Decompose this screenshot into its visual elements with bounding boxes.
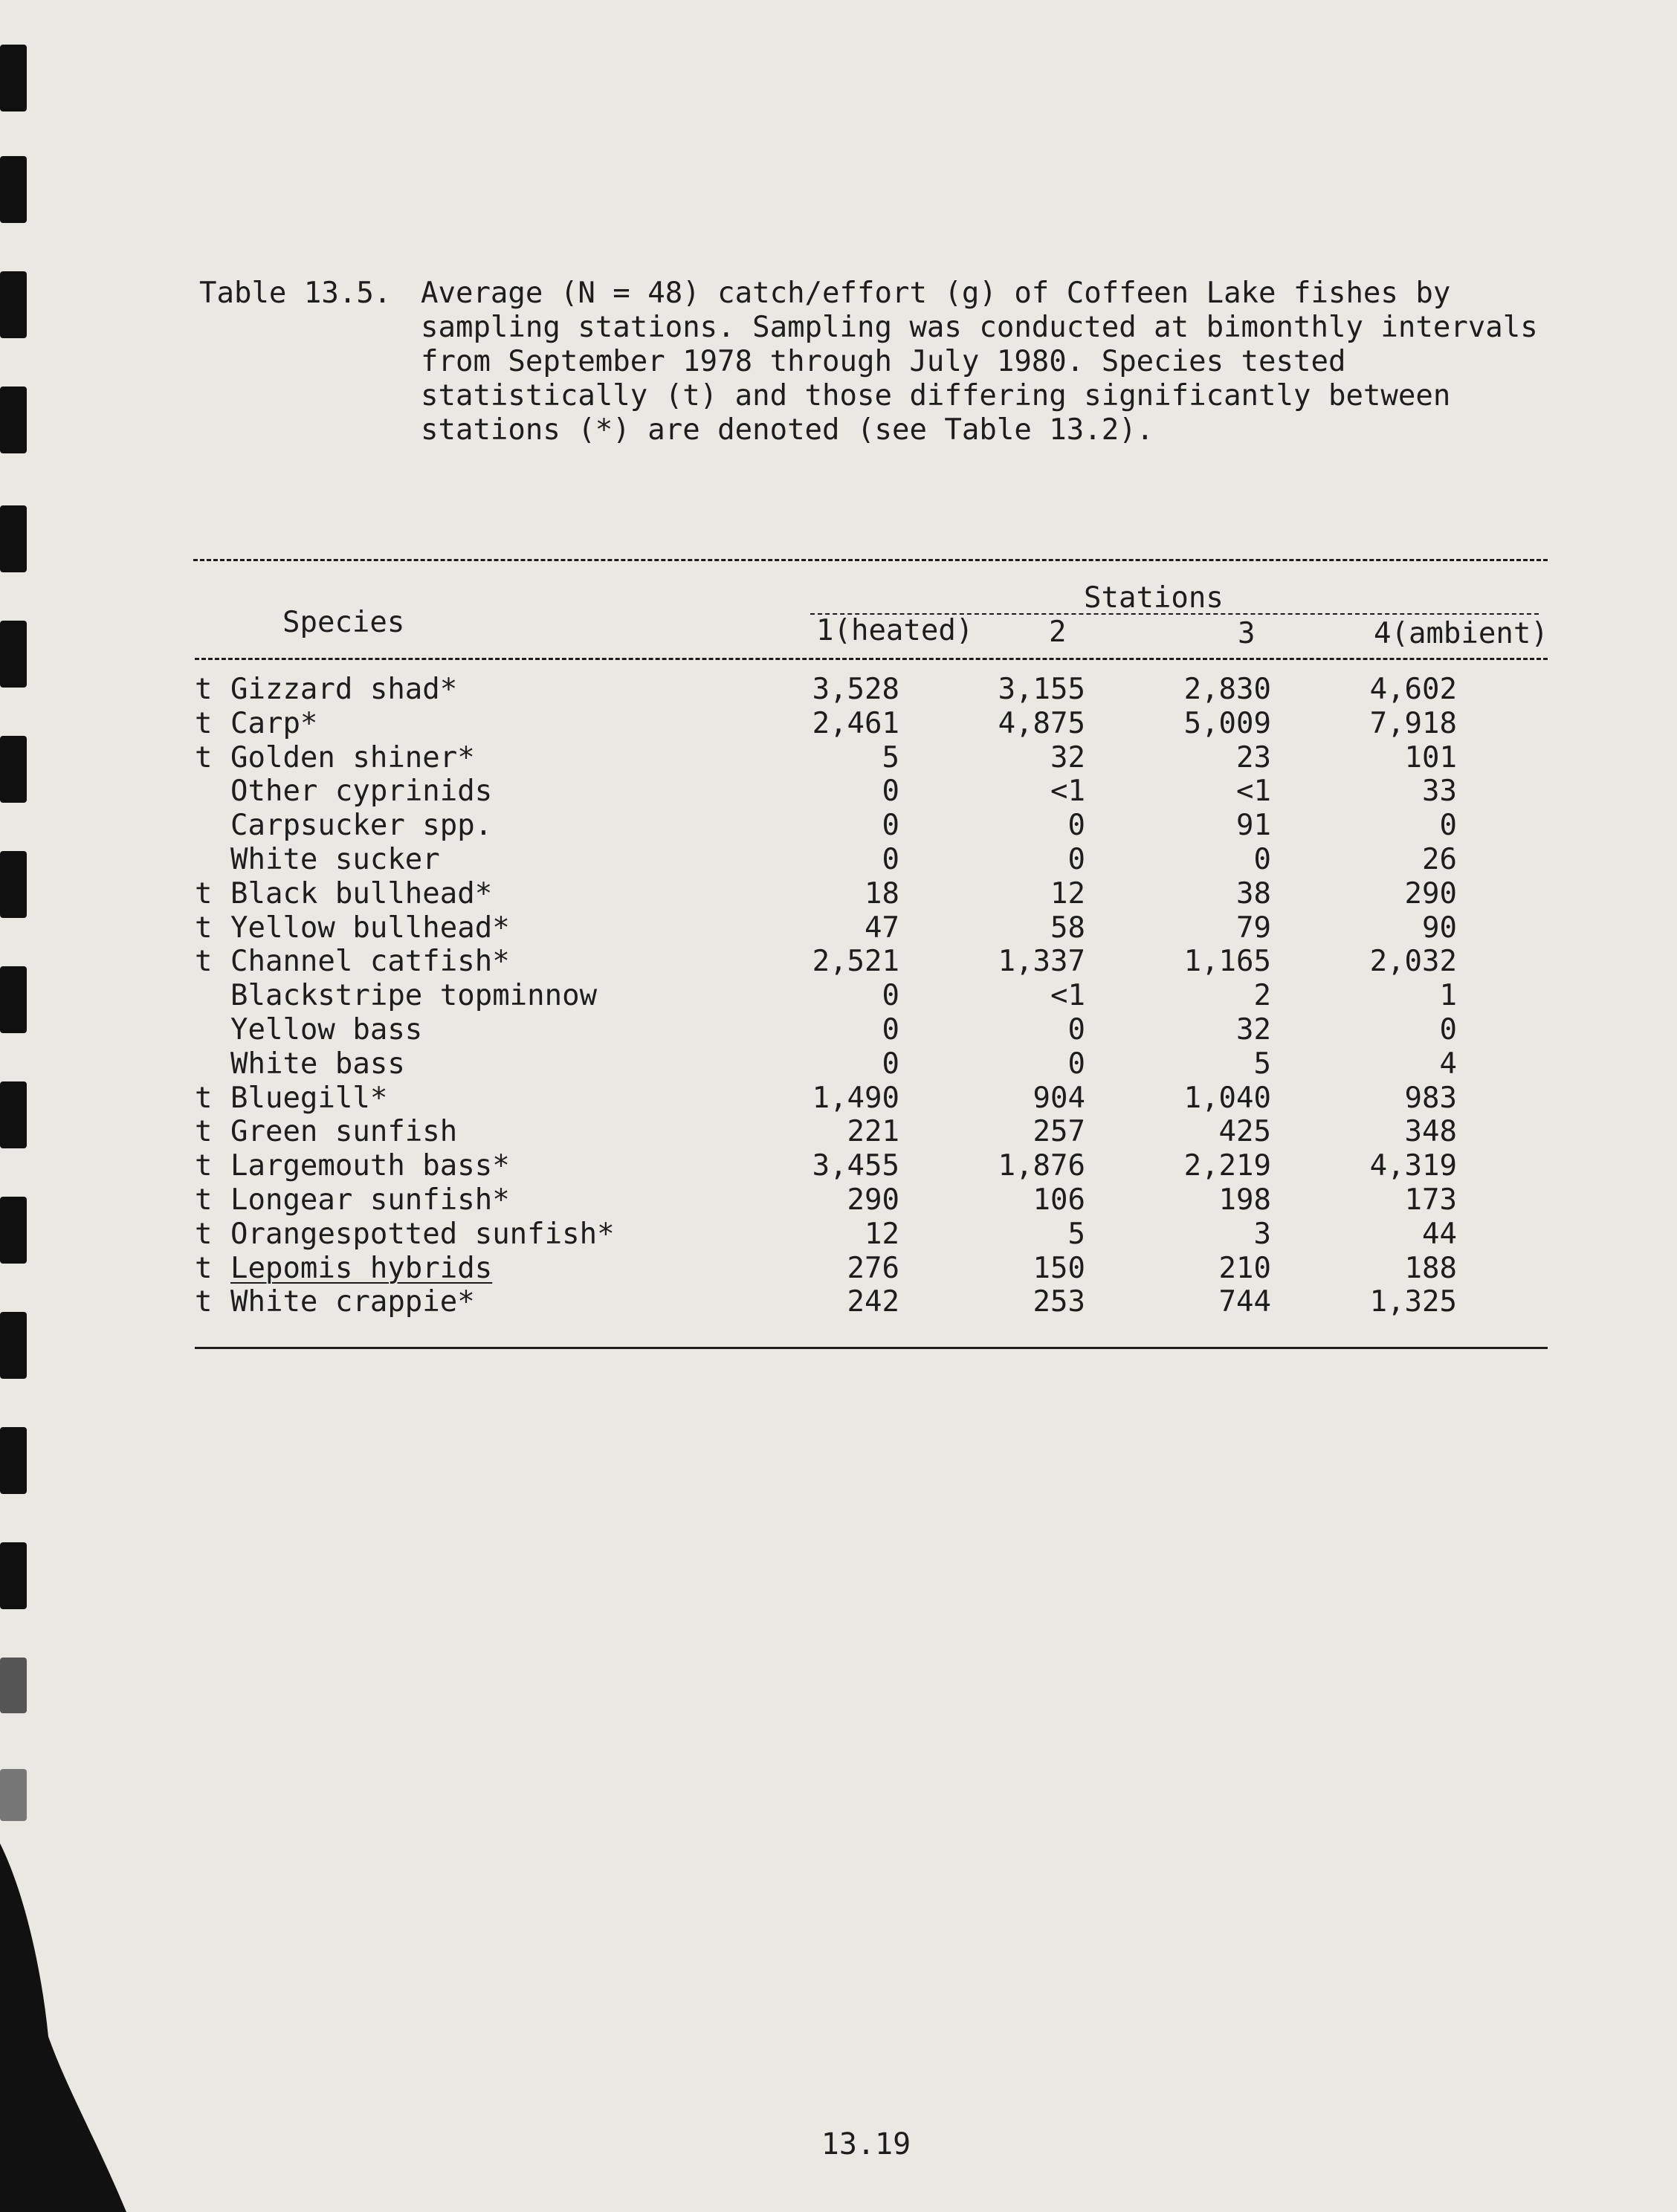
- station-1-value: 290: [847, 1183, 899, 1217]
- station-2-value: 1,337: [998, 945, 1085, 979]
- station-4-value: 2,032: [1369, 945, 1457, 979]
- station-1-value: 0: [882, 809, 899, 843]
- station-2-value: 904: [1033, 1081, 1085, 1115]
- station-2-value: <1: [1050, 774, 1085, 809]
- station-2-value: 5: [1067, 1217, 1085, 1251]
- binding-hole: [0, 505, 27, 572]
- station-3-value: 2,830: [1183, 673, 1271, 706]
- station-3-value: 1,165: [1183, 945, 1271, 979]
- station-1-value: 242: [847, 1285, 899, 1319]
- binding-hole: [0, 966, 27, 1033]
- station-4-value: 33: [1422, 774, 1457, 809]
- station-4-value: 26: [1422, 842, 1457, 876]
- binding-hole: [0, 1542, 27, 1609]
- table-row: [195, 1183, 1548, 1217]
- station-3-value: 32: [1236, 1012, 1271, 1047]
- binding-hole: [0, 1312, 27, 1379]
- species-header: Species: [282, 606, 405, 639]
- station-3-value: 2: [1253, 979, 1271, 1013]
- station-2-value: 4,875: [998, 706, 1085, 740]
- table-row: [195, 979, 1548, 1013]
- caption-text: Average (N = 48) catch/effort (g) of Coffeen Lake fishes by sampling stations. Sampling was conducted at bimonthly intervals from September 1978 through July 1980. Species tested statistically (t) and those differing significantly between stations (*) are denoted (see Table 13.2).: [421, 276, 1538, 447]
- species-name: White bass: [230, 1047, 405, 1081]
- binding-hole: [0, 851, 27, 918]
- station-3-value: 23: [1236, 740, 1271, 774]
- species-name: Bluegill*: [230, 1081, 388, 1115]
- station-3-value: 5: [1253, 1047, 1271, 1081]
- species-name: Largemouth bass*: [230, 1149, 510, 1183]
- station-4-value: 4: [1439, 1047, 1457, 1081]
- species-name: Blackstripe topminnow: [230, 979, 598, 1013]
- caption-label: Table 13.5.: [199, 276, 392, 310]
- table-row: [195, 741, 1548, 775]
- species-name: Black bullhead*: [230, 876, 493, 911]
- station-4-value: 290: [1404, 876, 1457, 911]
- species-name: Green sunfish: [230, 1115, 458, 1149]
- station-2-value: 32: [1050, 740, 1085, 774]
- tested-mark: t: [195, 706, 213, 740]
- tested-mark: t: [195, 1183, 213, 1217]
- species-name: Golden shiner*: [230, 740, 475, 774]
- station-2-value: 0: [1067, 1012, 1085, 1047]
- column-header-station-2: 2: [1049, 615, 1067, 649]
- station-2-value: 0: [1067, 842, 1085, 876]
- species-name: Other cyprinids: [230, 774, 493, 809]
- species-name: Longear sunfish*: [230, 1183, 510, 1217]
- binding-hole: [0, 45, 27, 111]
- species-name: White sucker: [230, 842, 440, 876]
- station-1-value: 3,528: [812, 673, 899, 706]
- table-row: [195, 1013, 1548, 1047]
- binding-hole: [0, 156, 27, 223]
- station-2-value: 0: [1067, 1047, 1085, 1081]
- binding-hole: [0, 1658, 27, 1713]
- station-4-value: 188: [1404, 1251, 1457, 1285]
- station-1-value: 0: [882, 842, 899, 876]
- station-4-value: 173: [1404, 1183, 1457, 1217]
- station-1-value: 0: [882, 774, 899, 809]
- station-4-value: 1: [1439, 979, 1457, 1013]
- station-2-value: 0: [1067, 809, 1085, 843]
- binding-hole: [0, 1427, 27, 1494]
- species-name: Carpsucker spp.: [230, 809, 493, 843]
- station-2-value: 253: [1033, 1285, 1085, 1319]
- table-row: [195, 1081, 1548, 1116]
- binding-hole: [0, 621, 27, 688]
- table-bottom-rule: [195, 1347, 1548, 1349]
- tested-mark: t: [195, 876, 213, 911]
- table-row: [195, 809, 1548, 843]
- station-4-value: 4,319: [1369, 1149, 1457, 1183]
- corner-shadow: [0, 1843, 126, 2212]
- station-1-value: 2,461: [812, 706, 899, 740]
- station-3-value: 198: [1218, 1183, 1271, 1217]
- stations-header: Stations: [1084, 581, 1224, 615]
- binding-hole: [0, 271, 27, 338]
- station-3-value: 38: [1236, 876, 1271, 911]
- station-3-value: 1,040: [1183, 1081, 1271, 1115]
- station-3-value: 0: [1253, 842, 1271, 876]
- table-row: [195, 673, 1548, 707]
- species-name: White crappie*: [230, 1285, 475, 1319]
- species-name: Yellow bullhead*: [230, 911, 510, 945]
- station-4-value: 0: [1439, 1012, 1457, 1047]
- station-2-value: 106: [1033, 1183, 1085, 1217]
- station-1-value: 2,521: [812, 945, 899, 979]
- species-name: Channel catfish*: [230, 945, 510, 979]
- binding-hole: [0, 1769, 27, 1821]
- binding-hole: [0, 1081, 27, 1148]
- station-4-value: 0: [1439, 809, 1457, 843]
- table-row: [195, 774, 1548, 809]
- binding-hole: [0, 736, 27, 803]
- station-1-value: 47: [865, 911, 899, 945]
- station-4-value: 44: [1422, 1217, 1457, 1251]
- station-2-value: 1,876: [998, 1149, 1085, 1183]
- table-row: [195, 1217, 1548, 1252]
- station-3-value: 79: [1236, 911, 1271, 945]
- station-3-value: <1: [1236, 774, 1271, 809]
- station-4-value: 90: [1422, 911, 1457, 945]
- station-2-value: 150: [1033, 1251, 1085, 1285]
- header-bottom-rule: [195, 658, 1548, 660]
- table-row: [195, 911, 1548, 945]
- table-row: [195, 1252, 1548, 1286]
- table-row: [195, 1047, 1548, 1081]
- station-1-value: 0: [882, 1012, 899, 1047]
- station-2-value: <1: [1050, 979, 1085, 1013]
- tested-mark: t: [195, 673, 213, 706]
- table-row: [195, 877, 1548, 911]
- tested-mark: t: [195, 1115, 213, 1149]
- station-4-value: 101: [1404, 740, 1457, 774]
- station-4-value: 7,918: [1369, 706, 1457, 740]
- station-3-value: 5,009: [1183, 706, 1271, 740]
- station-2-value: 257: [1033, 1115, 1085, 1149]
- station-2-value: 12: [1050, 876, 1085, 911]
- table-row: [195, 843, 1548, 877]
- column-header-station-3: 3: [1238, 617, 1256, 650]
- station-3-value: 210: [1218, 1251, 1271, 1285]
- species-name: Orangespotted sunfish*: [230, 1217, 615, 1251]
- table-row: [195, 945, 1548, 979]
- species-name: Gizzard shad*: [230, 673, 458, 706]
- station-1-value: 3,455: [812, 1149, 899, 1183]
- tested-mark: t: [195, 911, 213, 945]
- table-row: [195, 1285, 1548, 1319]
- page-number: 13.19: [821, 2127, 911, 2161]
- tested-mark: t: [195, 1217, 213, 1251]
- table-row: [195, 707, 1548, 741]
- station-2-value: 3,155: [998, 673, 1085, 706]
- column-header-station-1: 1(heated): [816, 614, 974, 647]
- station-2-value: 58: [1050, 911, 1085, 945]
- station-1-value: 0: [882, 1047, 899, 1081]
- species-name: Lepomis hybrids: [230, 1251, 493, 1285]
- species-name: Yellow bass: [230, 1012, 423, 1047]
- station-1-value: 0: [882, 979, 899, 1013]
- tested-mark: t: [195, 945, 213, 979]
- station-4-value: 1,325: [1369, 1285, 1457, 1319]
- tested-mark: t: [195, 1285, 213, 1319]
- tested-mark: t: [195, 1251, 213, 1285]
- station-3-value: 744: [1218, 1285, 1271, 1319]
- station-4-value: 4,602: [1369, 673, 1457, 706]
- station-4-value: 983: [1404, 1081, 1457, 1115]
- station-3-value: 3: [1253, 1217, 1271, 1251]
- station-1-value: 276: [847, 1251, 899, 1285]
- station-1-value: 18: [865, 876, 899, 911]
- table-body: [195, 673, 1548, 1319]
- species-name: Carp*: [230, 706, 318, 740]
- tested-mark: t: [195, 1081, 213, 1115]
- table-row: [195, 1115, 1548, 1149]
- binding-hole: [0, 387, 27, 453]
- tested-mark: t: [195, 1149, 213, 1183]
- station-3-value: 425: [1218, 1115, 1271, 1149]
- station-1-value: 12: [865, 1217, 899, 1251]
- station-3-value: 2,219: [1183, 1149, 1271, 1183]
- tested-mark: t: [195, 740, 213, 774]
- station-1-value: 5: [882, 740, 899, 774]
- station-1-value: 1,490: [812, 1081, 899, 1115]
- station-3-value: 91: [1236, 809, 1271, 843]
- table-row: [195, 1149, 1548, 1183]
- table-top-rule: [193, 559, 1548, 561]
- station-1-value: 221: [847, 1115, 899, 1149]
- station-4-value: 348: [1404, 1115, 1457, 1149]
- binding-hole: [0, 1197, 27, 1264]
- column-header-station-4: 4(ambient): [1374, 617, 1548, 650]
